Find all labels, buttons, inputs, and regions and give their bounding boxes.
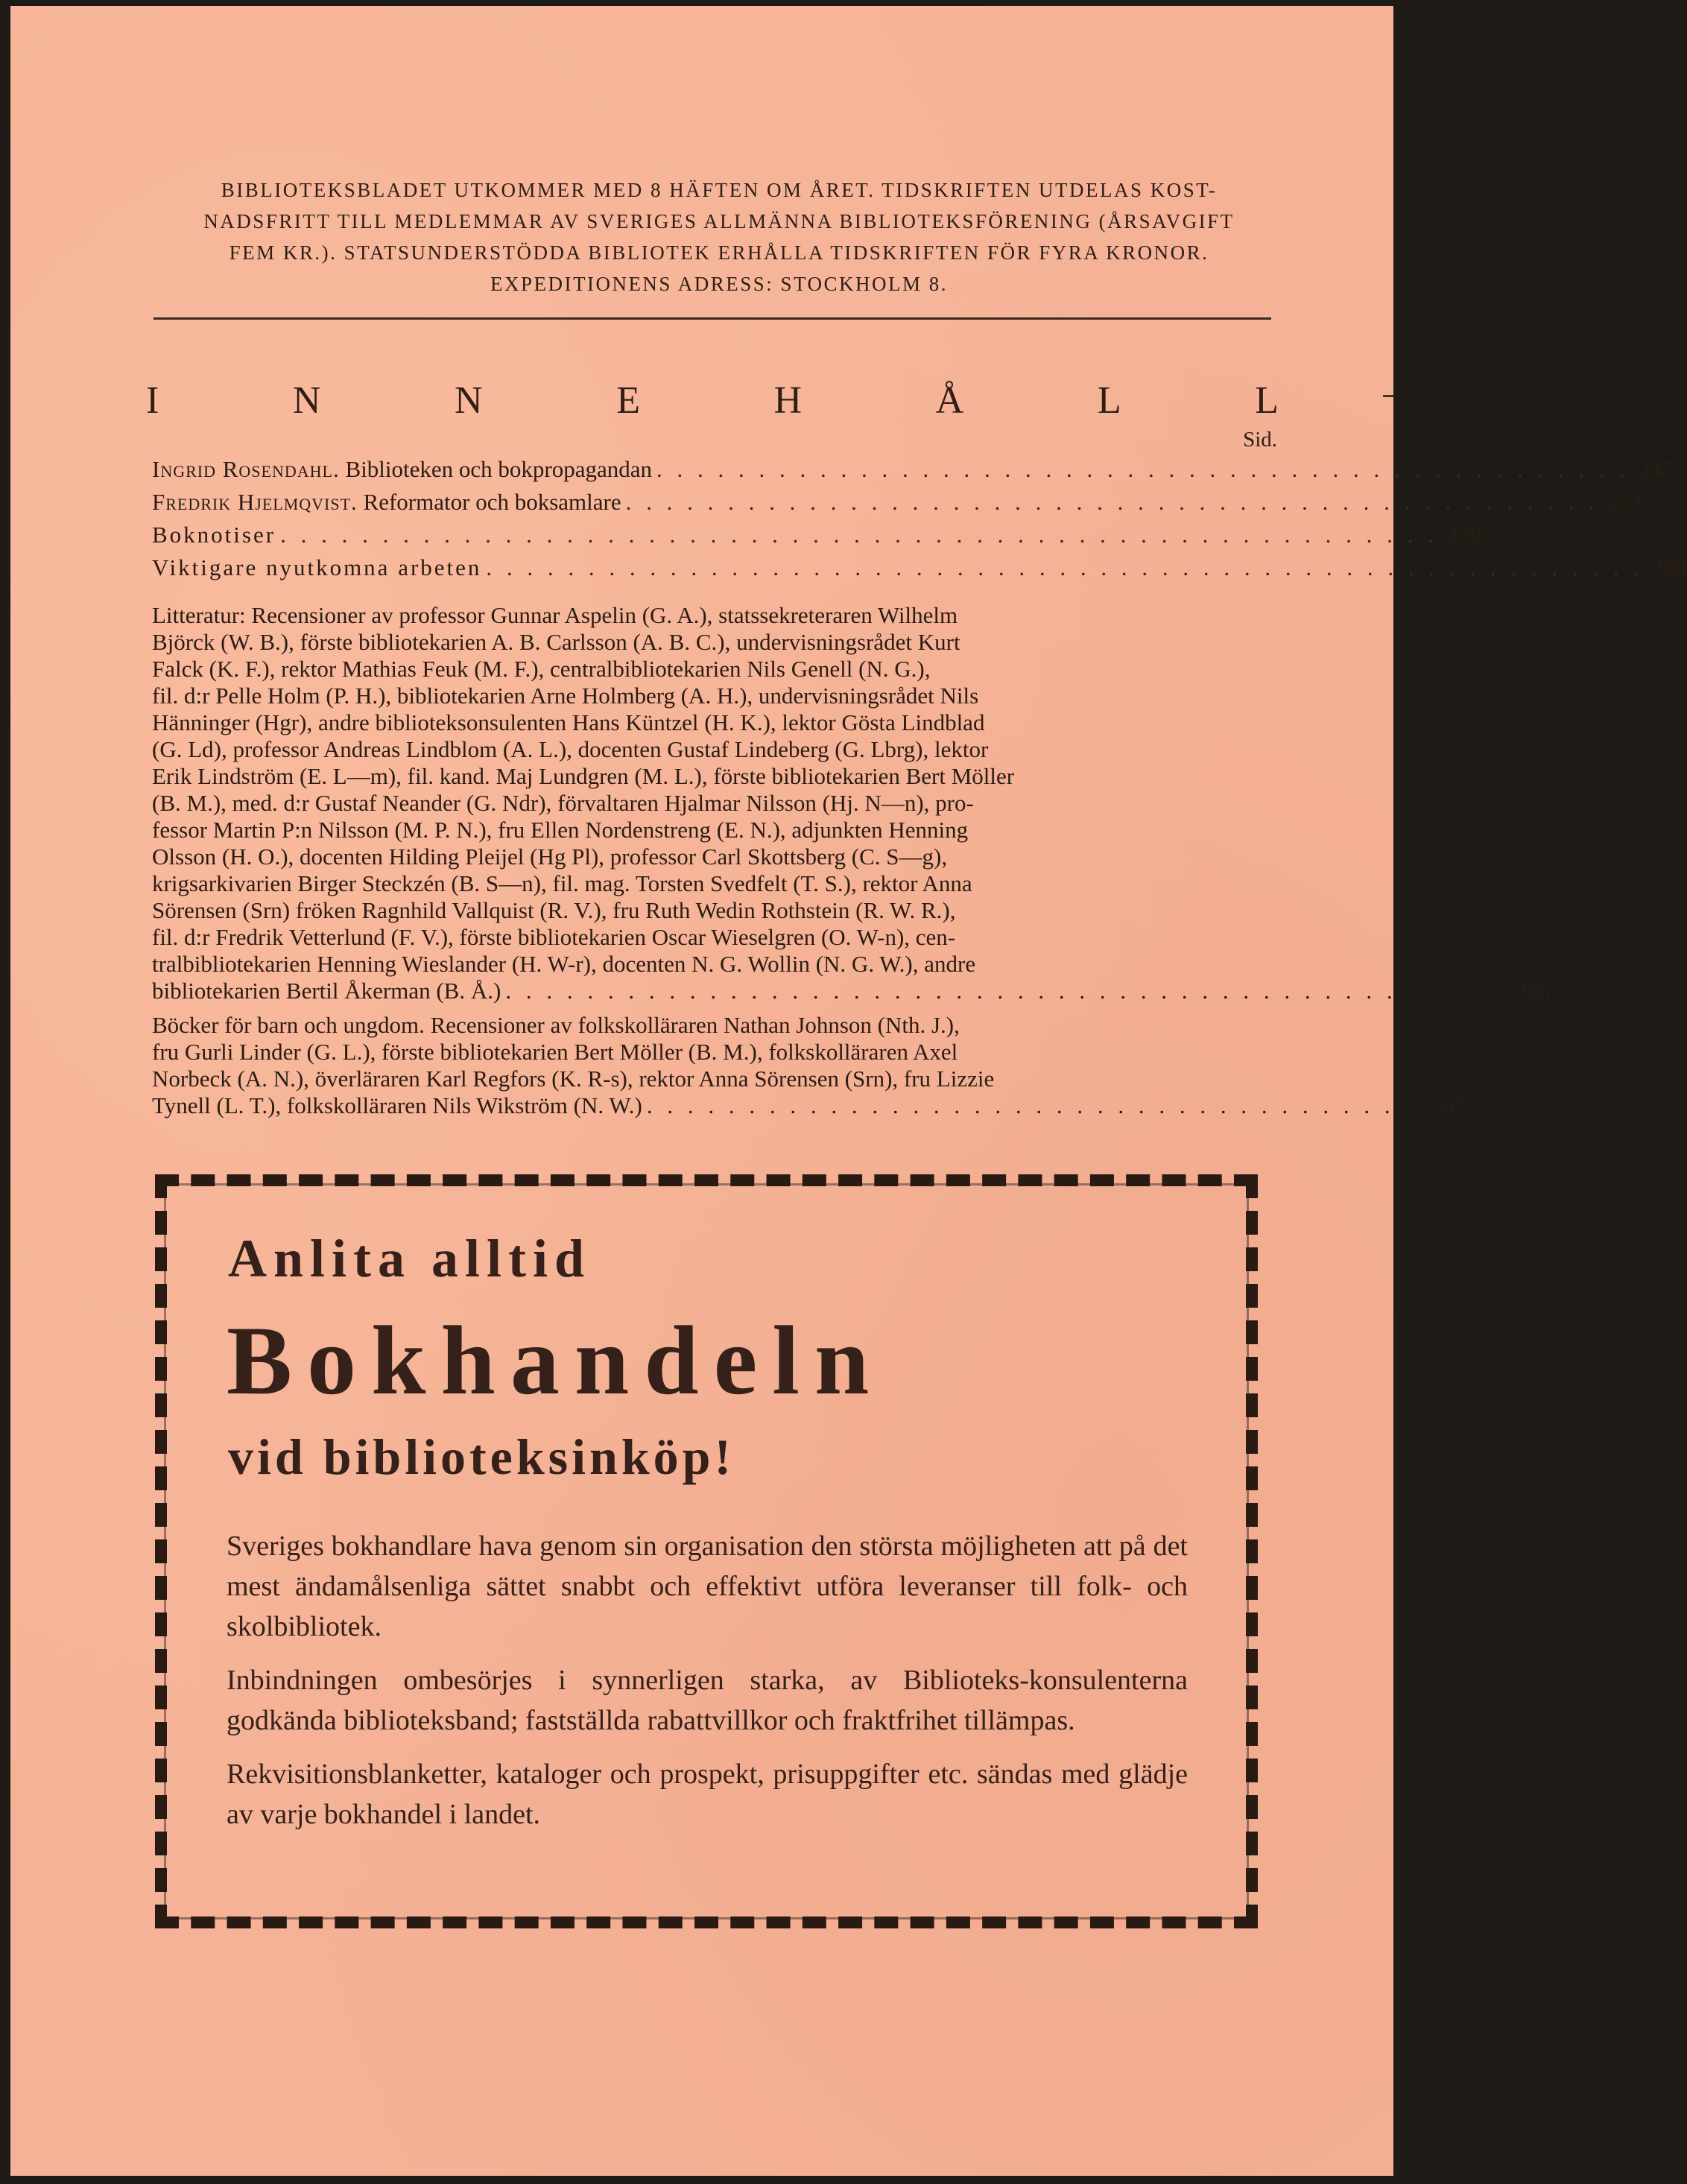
contents-heading-letter: Å bbox=[935, 379, 964, 422]
entry-line: Erik Lindström (E. L—m), fil. kand. Maj Lundgren (M. L.), förste bibliotekarien Bert Möller bbox=[152, 763, 1015, 789]
contents-heading-letter: N bbox=[292, 379, 321, 422]
ad-body bbox=[227, 1526, 1188, 1848]
toc-title: Reformator och boksamlare bbox=[363, 489, 621, 515]
toc-entry bbox=[152, 554, 1687, 587]
entry-line: tralbibliotekarien Henning Wieslander (H. W-r), docenten N. G. Wollin (N. G. W.), andre bbox=[152, 951, 976, 977]
toc-page: 253 bbox=[1607, 489, 1642, 515]
page-column-label: Sid. bbox=[1243, 428, 1277, 452]
toc-page: 260 bbox=[1652, 554, 1687, 580]
page-edge-mark bbox=[1383, 395, 1393, 397]
toc-entry bbox=[152, 522, 1481, 554]
toc-page: 282 bbox=[1431, 1092, 1466, 1118]
notice-line-2: NADSFRITT TILL MEDLEMMAR AV SVERIGES ALLMÄNNA BIBLIOTEKSFÖRENING (ÅRSAVGIFT bbox=[203, 210, 1235, 232]
ad-headline: Bokhandeln bbox=[227, 1305, 884, 1415]
leader-dots: . . . . . . . . . . . . . . . . . . . . . . . . . . . . . . . . . . . . . . . . . . . . . . . . . bbox=[505, 978, 1500, 1004]
entry-line: Falck (K. F.), rektor Mathias Feuk (M. F.), centralbibliotekarien Nils Genell (N. G.), bbox=[152, 656, 931, 682]
entry-line: Björck (W. B.), förste bibliotekarien A. B. Carlsson (A. B. C.), undervisningsrådet Kurt bbox=[152, 629, 960, 655]
contents-heading-letter: L bbox=[1097, 379, 1121, 422]
contents-heading-letter: H bbox=[773, 379, 803, 422]
entry-line: Olsson (H. O.), docenten Hilding Pleijel (Hg Pl), professor Carl Skottsberg (C. S—g), bbox=[152, 843, 948, 870]
contents-heading-letter: N bbox=[455, 379, 483, 422]
ad-kicker: Anlita alltid bbox=[228, 1229, 592, 1288]
entry-line: fil. d:r Pelle Holm (P. H.), bibliotekarien Arne Holmberg (A. H.), undervisningsrådet Nils bbox=[152, 683, 979, 709]
contents-list bbox=[152, 456, 1687, 587]
entry-line: fru Gurli Linder (G. L.), förste bibliotekarien Bert Möller (B. M.), folkskolläraren Axel bbox=[152, 1039, 958, 1065]
toc-title: Biblioteken och bokpropagandan bbox=[345, 456, 652, 482]
ad-paragraph: Rekvisitionsblanketter, kataloger och prospekt, prisuppgifter etc. sändas med glädje av varje bokhandel i landet. bbox=[227, 1759, 1188, 1830]
toc-title: Viktigare nyutkomna arbeten bbox=[152, 554, 482, 580]
contents-heading-letter: E bbox=[616, 379, 640, 422]
notice-line-4: EXPEDITIONENS ADRESS: STOCKHOLM 8. bbox=[490, 273, 949, 295]
entry-line: Tynell (L. T.), folkskolläraren Nils Wikström (N. W.) bbox=[152, 1092, 642, 1118]
ad-subheadline: vid biblioteksinköp! bbox=[228, 1428, 735, 1485]
leader-dots: . . . . . . . . . . . . . . . . . . . . . . . . . . . . . . . . . . . . . . . . . . . . . . . . . . . . . . . . . bbox=[280, 522, 1438, 548]
toc-page: 245 bbox=[1638, 456, 1674, 482]
bocker-entry bbox=[152, 1012, 1466, 1119]
notice-line-1: BIBLIOTEKSBLADET UTKOMMER MED 8 HÄFTEN OM ÅRET. TIDSKRIFTEN UTDELAS KOST- bbox=[221, 179, 1218, 201]
litteratur-entry bbox=[152, 602, 1551, 1004]
contents-heading-letter: I bbox=[146, 379, 159, 422]
contents-heading-letter: L bbox=[1255, 379, 1279, 422]
toc-author: Ingrid Rosendahl. bbox=[152, 456, 340, 482]
entry-line: fessor Martin P:n Nilsson (M. P. N.), fru Ellen Nordenstreng (E. N.), adjunkten Henning bbox=[152, 817, 969, 843]
toc-page: 259 bbox=[1446, 522, 1481, 548]
toc-title: Boknotiser bbox=[152, 522, 276, 548]
leader-dots: . . . . . . . . . . . . . . . . . . . . . . . . . . . . . . . . . . . . . . . . . . . . . . . . . . . . . . . . . bbox=[486, 554, 1645, 580]
leader-dots: . . . . . . . . . . . . . . . . . . . . . . . . . . . . . . . . . . . . . . . . . . . . . . . . bbox=[625, 489, 1599, 515]
publication-notice bbox=[156, 174, 1282, 300]
notice-line-3: FEM KR.). STATSUNDERSTÖDDA BIBLIOTEK ERHÅLLA TIDSKRIFTEN FÖR FYRA KRONOR. bbox=[229, 241, 1209, 264]
entry-line: (B. M.), med. d:r Gustaf Neander (G. Ndr), förvaltaren Hjalmar Nilsson (Hj. N—n), pro- bbox=[152, 790, 974, 816]
contents-heading bbox=[146, 379, 1279, 423]
ad-paragraph: Sveriges bokhandlare hava genom sin organisation den största möjligheten att på det mest ändamålsenliga sättet snabbt och effektivt utföra leveranser till folk- och skolbibliotek. bbox=[227, 1531, 1188, 1642]
ad-paragraph: Inbindningen ombesörjes i synnerligen starka, av Biblioteks-konsulenterna godkända biblioteksband; fastställda rabattvillkor och fraktfrihet tillämpas. bbox=[227, 1665, 1188, 1736]
entry-line: krigsarkivarien Birger Steckzén (B. S—n), fil. mag. Torsten Svedfelt (T. S.), rektor Anna bbox=[152, 870, 972, 896]
document-page bbox=[10, 6, 1687, 2176]
entry-line: Hänninger (Hgr), andre biblioteksonsulenten Hans Küntzel (H. K.), lektor Gösta Lindblad bbox=[152, 709, 985, 735]
entry-line: Sörensen (Srn) fröken Ragnhild Vallquist (R. V.), fru Ruth Wedin Rothstein (R. W. R.), bbox=[152, 897, 956, 923]
entry-line: Norbeck (A. N.), överläraren Karl Regfors (K. R-s), rektor Anna Sörensen (Srn), fru Lizzie bbox=[152, 1066, 995, 1092]
toc-page: 266 bbox=[1515, 978, 1551, 1004]
toc-entry bbox=[152, 489, 1642, 522]
entry-line: bibliotekarien Bertil Åkerman (B. Å.) bbox=[152, 978, 501, 1004]
toc-entry bbox=[152, 456, 1674, 489]
entry-last-line bbox=[152, 978, 1551, 1004]
header-divider bbox=[153, 317, 1271, 320]
entry-line: (G. Ld), professor Andreas Lindblom (A. L.), docenten Gustaf Lindeberg (G. Lbrg), lektor bbox=[152, 736, 989, 762]
toc-author: Fredrik Hjelmqvist. bbox=[152, 489, 358, 515]
entry-line: fil. d:r Fredrik Vetterlund (F. V.), förste bibliotekarien Oscar Wieselgren (O. W-n), cen- bbox=[152, 924, 956, 950]
entry-line: Böcker för barn och ungdom. Recensioner av folkskolläraren Nathan Johnson (Nth. J.), bbox=[152, 1012, 960, 1038]
entry-last-line bbox=[152, 1092, 1466, 1119]
leader-dots: . . . . . . . . . . . . . . . . . . . . . . . . . . . . . . . . . . . . . . . . . . . . . . . . bbox=[656, 456, 1630, 482]
leader-dots: . . . . . . . . . . . . . . . . . . . . . . . . . . . . . . . . . . . . . . bbox=[646, 1092, 1416, 1118]
entry-line: Litteratur: Recensioner av professor Gunnar Aspelin (G. A.), statssekreteraren Wilhelm bbox=[152, 602, 958, 628]
